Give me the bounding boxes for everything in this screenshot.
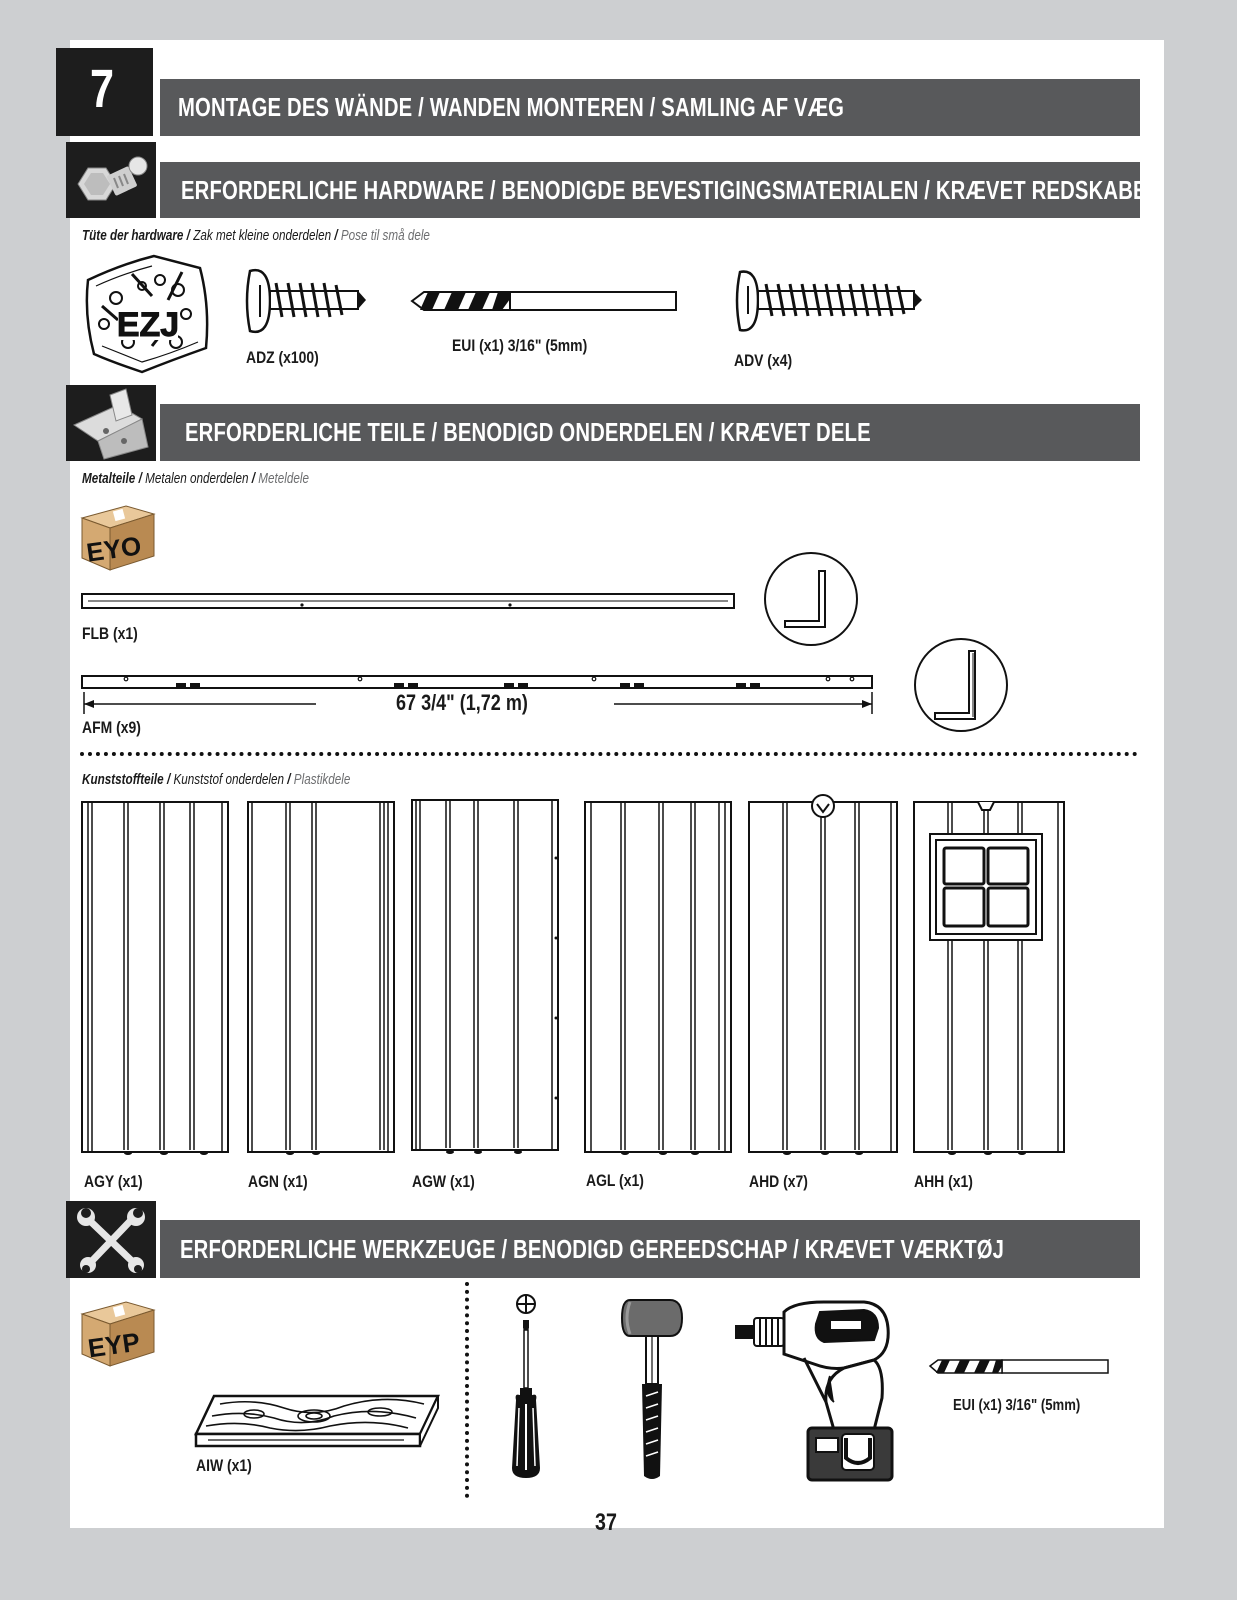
page-number: 37 (595, 1509, 617, 1536)
adz-label: ADZ (x100) (246, 348, 319, 367)
box-eyp-icon (80, 1296, 156, 1368)
ahh-label: AHH (x1) (914, 1172, 973, 1191)
tools-icon-box (66, 1201, 156, 1278)
wrench-icon (66, 1201, 156, 1278)
box-eyp-code: EYP (86, 1326, 142, 1364)
hardware-bag-icon (82, 250, 212, 380)
panel-agn (246, 800, 396, 1156)
hardware-title: ERFORDERLICHE HARDWARE / BENODIGDE BEVESTIGINGSMATERIALEN / KRÆVET REDSKABER (181, 174, 1162, 205)
flb-label: FLB (x1) (82, 624, 138, 643)
agw-label: AGW (x1) (412, 1172, 475, 1191)
box-eyo-icon (80, 500, 156, 572)
panel-ahd (747, 786, 901, 1156)
parts-title: ERFORDERLICHE TEILE / BENODIGD ONDERDELEN / KRÆVET DELE (185, 417, 871, 447)
bag-code: EZJ (116, 306, 180, 344)
eui-label: EUI (x1) 3/16" (5mm) (452, 336, 588, 355)
parts-title-bar (160, 404, 1140, 461)
bolt-nut-icon (66, 142, 156, 218)
tools-dotted-separator (465, 1282, 469, 1498)
panel-agl (583, 800, 733, 1156)
step-number: 7 (90, 59, 115, 119)
step-title-bar (160, 79, 1140, 136)
parts-icon-box (66, 385, 156, 461)
hardware-icon-box (66, 142, 156, 218)
tools-drill-bit-icon (928, 1358, 1112, 1376)
step-title: MONTAGE DES WÄNDE / WANDEN MONTEREN / SAMLING AF VÆG (178, 92, 845, 122)
dimension-text: 67 3/4" (1,72 m) (396, 690, 528, 715)
panel-agy (80, 800, 230, 1156)
adv-label: ADV (x4) (734, 351, 793, 370)
screw-adz-icon (244, 265, 374, 345)
agy-label: AGY (x1) (84, 1172, 143, 1191)
cordless-drill-icon (734, 1298, 904, 1488)
afm-profile-circle (913, 637, 1009, 733)
agl-label: AGL (x1) (586, 1171, 644, 1190)
hardware-title-bar (160, 162, 1162, 218)
step-number-box (56, 48, 153, 136)
dotted-separator (80, 752, 1138, 756)
aiw-label: AIW (x1) (196, 1456, 252, 1475)
tools-title: ERFORDERLICHE WERKZEUGE / BENODIGD GEREEDSCHAP / KRÆVET VÆRKTØJ (180, 1233, 1005, 1264)
drill-bit-icon (410, 289, 680, 313)
screw-adv-icon (734, 268, 924, 338)
ahd-label: AHD (x7) (749, 1172, 808, 1191)
wood-block-icon (194, 1394, 444, 1450)
flb-profile-circle (763, 551, 859, 647)
afm-label: AFM (x9) (82, 718, 141, 737)
plastic-caption: Kunststoffteile / Kunststof onderdelen / Plastikdele (82, 771, 351, 788)
panel-agw (410, 798, 560, 1154)
flb-rail (80, 591, 740, 611)
agn-label: AGN (x1) (248, 1172, 308, 1191)
box-eyo-code: EYO (84, 530, 144, 568)
bag-caption: Tüte der hardware / Zak met kleine onderdelen / Pose til små dele (82, 227, 430, 244)
panel-ahh (912, 800, 1066, 1156)
mallet-icon (620, 1296, 690, 1482)
tools-title-bar (160, 1220, 1140, 1278)
tools-bit-label: EUI (x1) 3/16" (5mm) (953, 1397, 1081, 1414)
metal-caption: Metalteile / Metalen onderdelen / Meteldele (82, 470, 310, 487)
screwdriver-icon (508, 1292, 548, 1482)
bracket-icon (66, 385, 156, 461)
